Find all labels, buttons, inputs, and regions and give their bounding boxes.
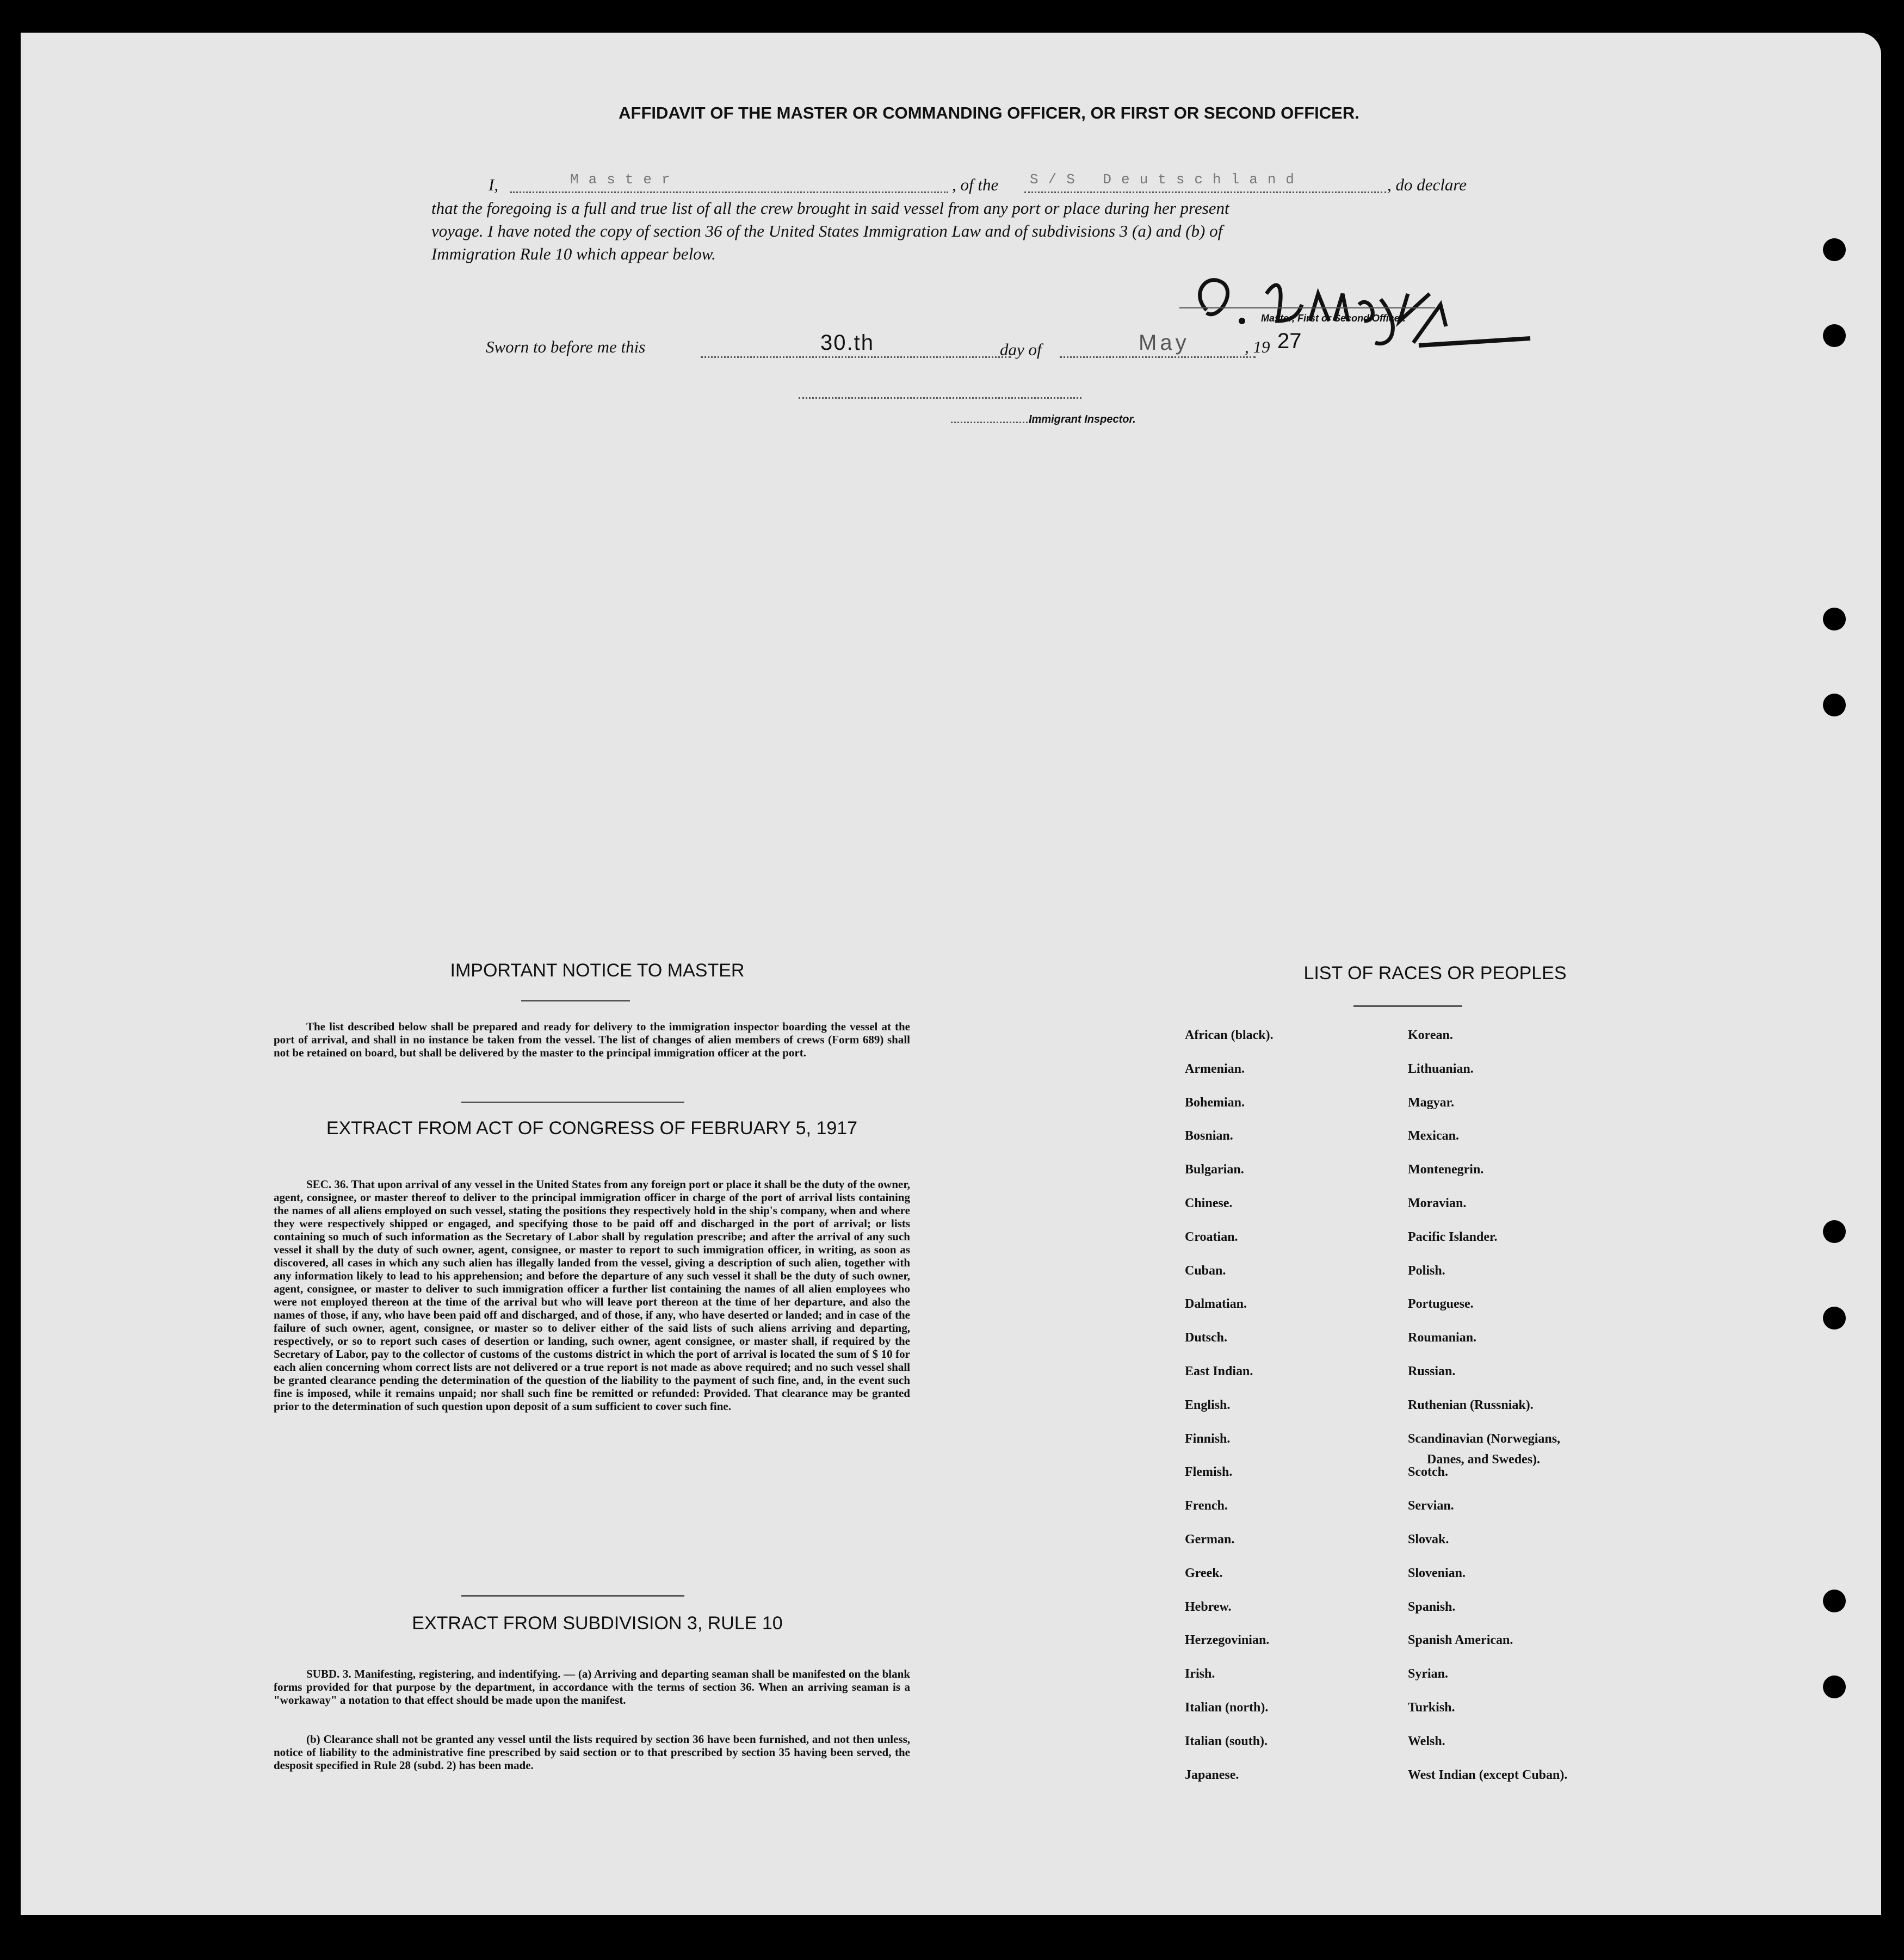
race-item: Greek. <box>1185 1566 1223 1580</box>
day-line <box>701 356 1011 358</box>
race-item: Mexican. <box>1408 1129 1459 1143</box>
binder-hole <box>1823 1590 1846 1612</box>
binder-hole <box>1823 1307 1846 1330</box>
race-item: Welsh. <box>1408 1734 1445 1748</box>
race-item: Magyar. <box>1408 1096 1455 1110</box>
race-item: Scotch. <box>1408 1465 1448 1479</box>
race-item: Servian. <box>1408 1499 1454 1513</box>
race-item: Chinese. <box>1185 1196 1233 1210</box>
race-item: East Indian. <box>1185 1364 1253 1378</box>
affidavit-line-2: that the foregoing is a full and true list of all the crew brought in said vessel from any port or place during her present <box>431 199 1229 218</box>
binder-hole <box>1823 608 1846 630</box>
race-item: Spanish American. <box>1408 1633 1513 1647</box>
race-item: Finnish. <box>1185 1432 1231 1446</box>
inspector-line <box>799 397 1081 399</box>
race-item: West Indian (except Cuban). <box>1408 1768 1568 1782</box>
day-field: 30.th <box>820 331 874 355</box>
binder-hole <box>1823 1675 1846 1698</box>
race-item: Bohemian. <box>1185 1096 1245 1110</box>
master-line <box>510 191 948 193</box>
race-item: Roumanian. <box>1408 1331 1477 1345</box>
vessel-field: S/S Deutschland <box>1030 171 1305 188</box>
rule-body-a: SUBD. 3. Manifesting, registering, and indentifying. — (a) Arriving and departing seaman shall be manifested on the blank forms provided for that purpose by the department, in accordance with the terms of section 36. When an arriving seaman is a "workaway" a notation to that effect should be made upon the manifest. <box>274 1667 910 1707</box>
race-item: German. <box>1185 1532 1235 1547</box>
vessel-line <box>1024 191 1386 193</box>
race-item: Dutsch. <box>1185 1331 1228 1345</box>
act-rule <box>461 1102 684 1103</box>
signature-caption: Master, First or Second Officer. <box>1261 313 1406 324</box>
race-item: Slovenian. <box>1408 1566 1466 1580</box>
race-item: Lithuanian. <box>1408 1062 1474 1076</box>
signature-line <box>1179 307 1435 308</box>
binder-hole <box>1823 694 1846 716</box>
race-item: Armenian. <box>1185 1062 1245 1076</box>
race-item: Portuguese. <box>1408 1297 1474 1311</box>
race-item: Korean. <box>1408 1028 1453 1042</box>
race-item: Spanish. <box>1408 1600 1456 1614</box>
race-item: African (black). <box>1185 1028 1274 1042</box>
rule-body-b: (b) Clearance shall not be granted any vessel until the lists required by section 36 have been furnished, and not then unless, notice of liability to the administrative fine prescribed by said section or to that prescribed by section 35 having been served, the desposit specified in Rule 28 (subd. 2) has been made. <box>274 1733 910 1772</box>
race-item: French. <box>1185 1499 1228 1513</box>
race-item: Bulgarian. <box>1185 1163 1244 1177</box>
race-item: Bosnian. <box>1185 1129 1233 1143</box>
act-title: EXTRACT FROM ACT OF CONGRESS OF FEBRUARY 5, 1917 <box>326 1118 858 1139</box>
act-body: SEC. 36. That upon arrival of any vessel in the United States from any foreign port or place it shall be the duty of the owner, agent, consignee, or master thereof to deliver to the principal immigration officer in charge of the port of arrival lists containing the names of all aliens employed on such vessel, stating the positions they respectively hold in the ship's company, when and where they were respectively shipped or engaged, and specifying those to be paid off and discharged in the port of arrival; or lists containing so much of such information as the Secretary of Labor shall by regulation prescribe; and after the arrival of any such vessel it shall by the duty of such owner, agent, consignee, or master to report to such immigration officer, in writing, as soon as discovered, all cases in which any such alien has illegally landed from the vessel, giving a description of such alien, together with any information likely to lead to his apprehension; and before the departure of any such vessel it shall be the duty of such owner, agent, consignee, or master to deliver to such immigration officer a further list containing the names of all alien employees who were not employed thereon at the time of the arrival but who will leave port thereon at the time of her departure, and also the names of those, if any, who have been paid off and discharged, and of those, if any, who have deserted or landed; and in case of the failure of such owner, agent, consignee, or master so to deliver either of the said lists of such aliens arriving and departing, respectively, or so to report such cases of desertion or landing, such owner, agent consignee, or master shall, if required by the Secretary of Labor, pay to the collector of customs of the customs district in which the port of arrival is located the sum of $ 10 for each alien concerning whom correct lists are not delivered or a true report is not made as above required; and no such vessel shall be granted clearance pending the determination of the question of the liability to the payment of such fine, and, in the event such fine is imposed, while it remains unpaid; nor shall such fine be remitted or refunded: Provided. That clearance may be granted prior to the determination of such question upon deposit of a sum sufficient to cover such fine. <box>274 1178 910 1413</box>
race-item: Japanese. <box>1185 1768 1239 1782</box>
race-item: English. <box>1185 1398 1231 1412</box>
affidavit-line-4: Immigration Rule 10 which appear below. <box>431 244 716 263</box>
race-item: Russian. <box>1408 1364 1456 1378</box>
race-item: Italian (north). <box>1185 1701 1269 1715</box>
race-item: Ruthenian (Russniak). <box>1408 1398 1534 1412</box>
race-item: Turkish. <box>1408 1701 1455 1715</box>
sworn-label: Sworn to before me this <box>486 337 646 356</box>
race-item: Irish. <box>1185 1667 1215 1681</box>
binder-hole <box>1823 238 1846 261</box>
race-item: Slovak. <box>1408 1532 1449 1547</box>
race-item: Pacific Islander. <box>1408 1230 1498 1244</box>
races-title: LIST OF RACES OR PEOPLES <box>1303 963 1567 984</box>
do-declare-label: , do declare <box>1387 175 1467 194</box>
race-item: Montenegrin. <box>1408 1163 1484 1177</box>
inspector-caption: Immigrant Inspector. <box>1029 413 1136 425</box>
year-prefix: , 19 <box>1245 337 1270 356</box>
month-field: May <box>1139 331 1190 355</box>
race-item: Syrian. <box>1408 1667 1449 1681</box>
i-label: I, <box>489 175 499 194</box>
notice-rule <box>521 1000 630 1001</box>
race-item: Polish. <box>1408 1264 1445 1278</box>
rule-title: EXTRACT FROM SUBDIVISION 3, RULE 10 <box>412 1613 783 1634</box>
notice-title: IMPORTANT NOTICE TO MASTER <box>450 960 745 981</box>
race-item: Scandinavian (Norwegians, <box>1408 1432 1561 1446</box>
race-item: Moravian. <box>1408 1196 1467 1210</box>
race-item: Herzegovinian. <box>1185 1633 1270 1647</box>
binder-hole <box>1823 324 1846 347</box>
race-item: Croatian. <box>1185 1230 1238 1244</box>
race-item: Dalmatian. <box>1185 1297 1247 1311</box>
year-field: 27 <box>1277 329 1302 353</box>
race-continuation: Danes, and Swedes). <box>1427 1452 1541 1467</box>
affidavit-title: AFFIDAVIT OF THE MASTER OR COMMANDING OFFICER, OR FIRST OR SECOND OFFICER. <box>619 103 1359 122</box>
inspector-line-short <box>951 422 1041 423</box>
master-field: Master <box>570 171 680 188</box>
day-of-label: day of <box>1000 340 1042 359</box>
of-the-label: , of the <box>952 175 999 194</box>
month-line <box>1060 356 1256 358</box>
race-item: Hebrew. <box>1185 1600 1232 1614</box>
races-rule <box>1353 1005 1462 1007</box>
affidavit-line-3: voyage. I have noted the copy of section 36 of the United States Immigration Law and of subdivisions 3 (a) and (b) of <box>431 221 1223 240</box>
race-item: Italian (south). <box>1185 1734 1268 1748</box>
notice-body: The list described below shall be prepared and ready for delivery to the immigration inspector boarding the vessel at the port of arrival, and shall in no instance be taken from the vessel. The list of changes of alien members of crews (Form 689) shall not be retained on board, but shall be delivered by the master to the principal immigration officer at the port. <box>274 1020 910 1059</box>
document-page <box>21 33 1881 1915</box>
race-item: Flemish. <box>1185 1465 1233 1479</box>
rule-rule <box>461 1595 684 1597</box>
binder-hole <box>1823 1220 1846 1243</box>
race-item: Cuban. <box>1185 1264 1226 1278</box>
